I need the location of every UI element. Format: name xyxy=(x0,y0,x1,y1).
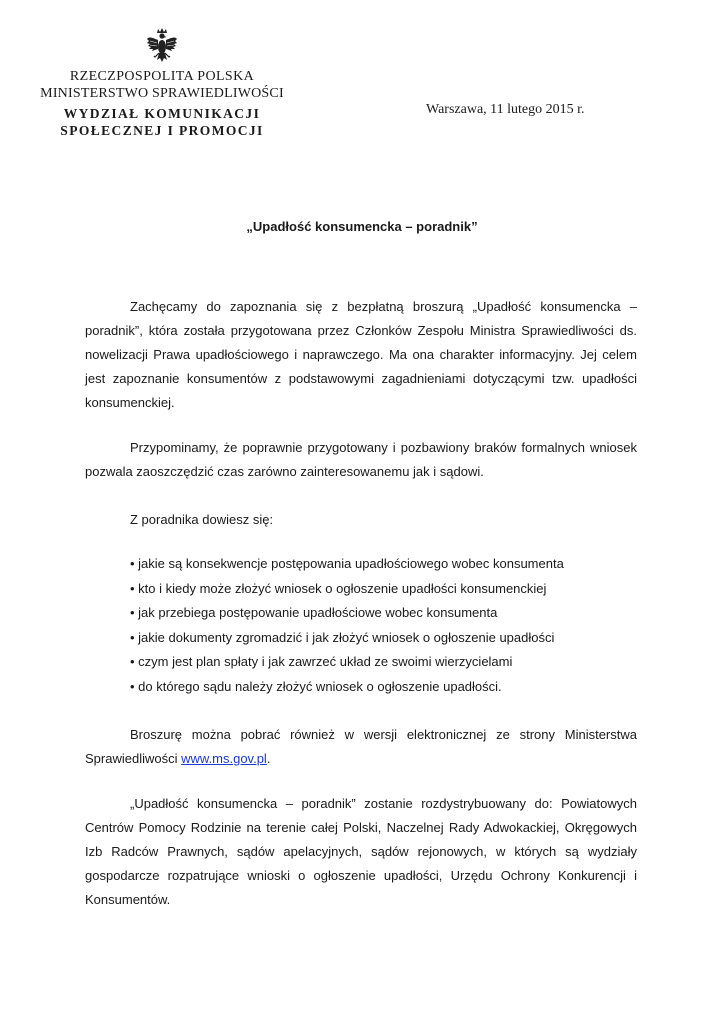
paragraph-intro: Zachęcamy do zapoznania się z bezpłatną broszurą „Upadłość konsumencka – poradnik”, która została przygotowana przez Członków Zespołu Ministra Sprawiedliwości ds. nowelizacji Prawa upadłościowego i naprawczego. Ma ona charakter informacyjny. Jej celem jest zapoznanie konsumentów z podstawowymi zagadnieniami dotyczącymi tzw. upadłości konsumenckiej. xyxy=(85,299,637,410)
paragraph-reminder: Przypominamy, że poprawnie przygotowany i pozbawiony braków formalnych wniosek pozwala zaoszczędzić czas zarówno zainteresowanemu jak i sądowi. xyxy=(85,440,637,479)
list-item: • jak przebiega postępowanie upadłościowe wobec konsumenta xyxy=(130,605,498,620)
document-title: „Upadłość konsumencka – poradnik” xyxy=(246,219,478,234)
paragraph-distribution: „Upadłość konsumencka – poradnik” zostanie rozdystrybuowany do: Powiatowych Centrów Pomocy Rodzinie na terenie całej Polski, Naczelnej Rady Adwokackiej, Okręgowych Izb Radców Prawnych, sądów apelacyjnych, sądów rejonowych, w których są wydziały gospodarcze rozpatrujące wnioski o ogłoszenie upadłości, Urzędu Ochrony Konkurencji i Konsumentów. xyxy=(85,796,637,907)
list-item: • kto i kiedy może złożyć wniosek o ogłoszenie upadłości konsumenckiej xyxy=(130,580,547,596)
paragraph-download xyxy=(85,723,637,771)
header-country: RZECZPOSPOLITA POLSKA xyxy=(69,69,255,84)
eagle-emblem-icon xyxy=(146,27,178,67)
document-date: Warszawa, 11 lutego 2015 r. xyxy=(426,102,585,117)
header-ministry: MINISTERSTWO SPRAWIEDLIWOŚCI xyxy=(40,86,284,101)
list-item: • czym jest plan spłaty i jak zawrzeć układ ze swoimi wierzycielami xyxy=(130,654,513,669)
header-department-line1: WYDZIAŁ KOMUNIKACJI xyxy=(63,106,261,121)
header-department-line2: SPOŁECZNEJ I PROMOCJI xyxy=(60,123,264,138)
list-item: • do którego sądu należy złożyć wniosek o ogłoszenie upadłości. xyxy=(130,678,502,694)
download-text-end: . xyxy=(266,751,271,766)
list-item: • jakie dokumenty zgromadzić i jak złożyć wniosek o ogłoszenie upadłości xyxy=(130,629,555,645)
download-text: Broszurę można pobrać również w wersji elektronicznej ze strony Ministerstwa Sprawiedliwości xyxy=(85,727,637,766)
bullet-list xyxy=(130,552,630,699)
ministry-website-link[interactable]: www.ms.gov.pl xyxy=(181,751,267,766)
paragraph-list-intro: Z poradnika dowiesz się: xyxy=(130,512,274,527)
list-item: • jakie są konsekwencje postępowania upadłościowego wobec konsumenta xyxy=(130,556,564,571)
